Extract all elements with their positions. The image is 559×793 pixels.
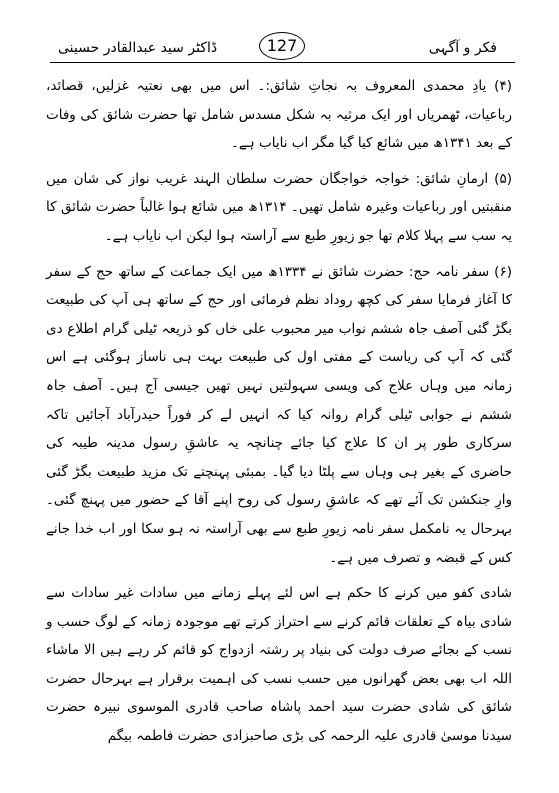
paragraph-marriage: شادی کفو میں کرنے کا حکم ہے اس لئے پہلے زمانے میں سادات غیر سادات سے شادی بیاہ کے تعلقات قائم کرنے سے احتراز کرتے تھے موجودہ زمانہ کے لوگ حسب و نسب کے بجائے صرف دولت کی بنیاد پر رشتہ ازدواج کو قائم کر رہے ہیں الا ماشاء اللہ اب بھی بعض گھرانوں میں حسب نسب کی اہمیت برقرار ہے بہرحال حضرت شائق کی شادی حضرت سید احمد پاشاہ صاحب قادری الموسوی نبیرہ حضرت سیدنا موسیٰ قادری علیہ الرحمہ کی بڑی صاحبزادی حضرت فاطمہ بیگم [46,585,512,745]
author-name: ڈاکٹر سید عبدالقادر حسینی [58,40,218,56]
book-title: فکر و آگہی [428,40,497,56]
header-rule [50,62,515,63]
page-number: 127 [259,32,305,60]
paragraph-arman-e-shaiq: (۵) ارمانِ شائق: خواجہ خواجگان حضرت سلطان الہند غریب نواز کی شان میں منقبتیں اور رباعیات وغیرہ شامل تھیں۔ ۱۳۱۴ھ میں شائع ہوا غالباً حضرت شائق کا یہ سب سے پہلا کلام تھا جو زیورِ طبع سے آراستہ ہوا لیکن اب نایاب ہے۔ [46,170,512,244]
page-body [46,72,512,758]
paragraph-yad-e-muhammadi: (۴) یادِ محمدی المعروف بہ نجاتِ شائق:۔ اس میں بھی نعتیہ غزلیں، قصائد، رباعیات، ٹھمریاں اور ایک مرثیہ بہ شکل مسدس شامل تھا حضرت شائق کی وفات کے بعد ۱۳۴۱ھ میں شائع کیا گیا مگر اب نایاب ہے۔ [46,78,512,152]
paragraph-safarnama-hajj: (۶) سفر نامہ حج: حضرت شائق نے ۱۳۳۴ھ میں ایک جماعت کے ساتھ حج کے سفر کا آغاز فرمایا سفر کی کچھ روداد نظم فرمائی اور حج کے ساتھ ہی آپ کی طبیعت بگڑ گئی آصف جاہ ششم نواب میر محبوب علی خاں کو ذریعہ ٹیلی گرام اطلاع دی گئی کہ آپ کی ریاست کے مفتی اول کی طبیعت بہت ہی ناساز ہوگئی ہے اس زمانہ میں وہاں علاج کی ویسی سہولتیں نہیں تھیں جیسی آج ہیں۔ آصف جاہ ششم نے جوابی ٹیلی گرام روانہ کیا کہ انہیں لے کر فوراً حیدرآباد آجائیں تاکہ سرکاری طور پر ان کا علاج کیا جائے چنانچہ یہ عاشقِ رسول مدینہ طیبہ کی حاضری کے بغیر ہی وہاں سے پلٹا دیا گیا۔ بمبئی پہنچتے تک مزید طبیعت بگڑ گئی وارِ جنکشن تک آئے تھے کہ عاشقِ رسول کی روح اپنے آقا کے حضور میں پہنچ گئی۔ بہرحال یہ نامکمل سفر نامہ زیورِ طبع سے بھی آراستہ نہ ہو سکا اور اب خدا جانے کس کے قبضہ و تصرف میں ہے۔ [46,263,512,566]
